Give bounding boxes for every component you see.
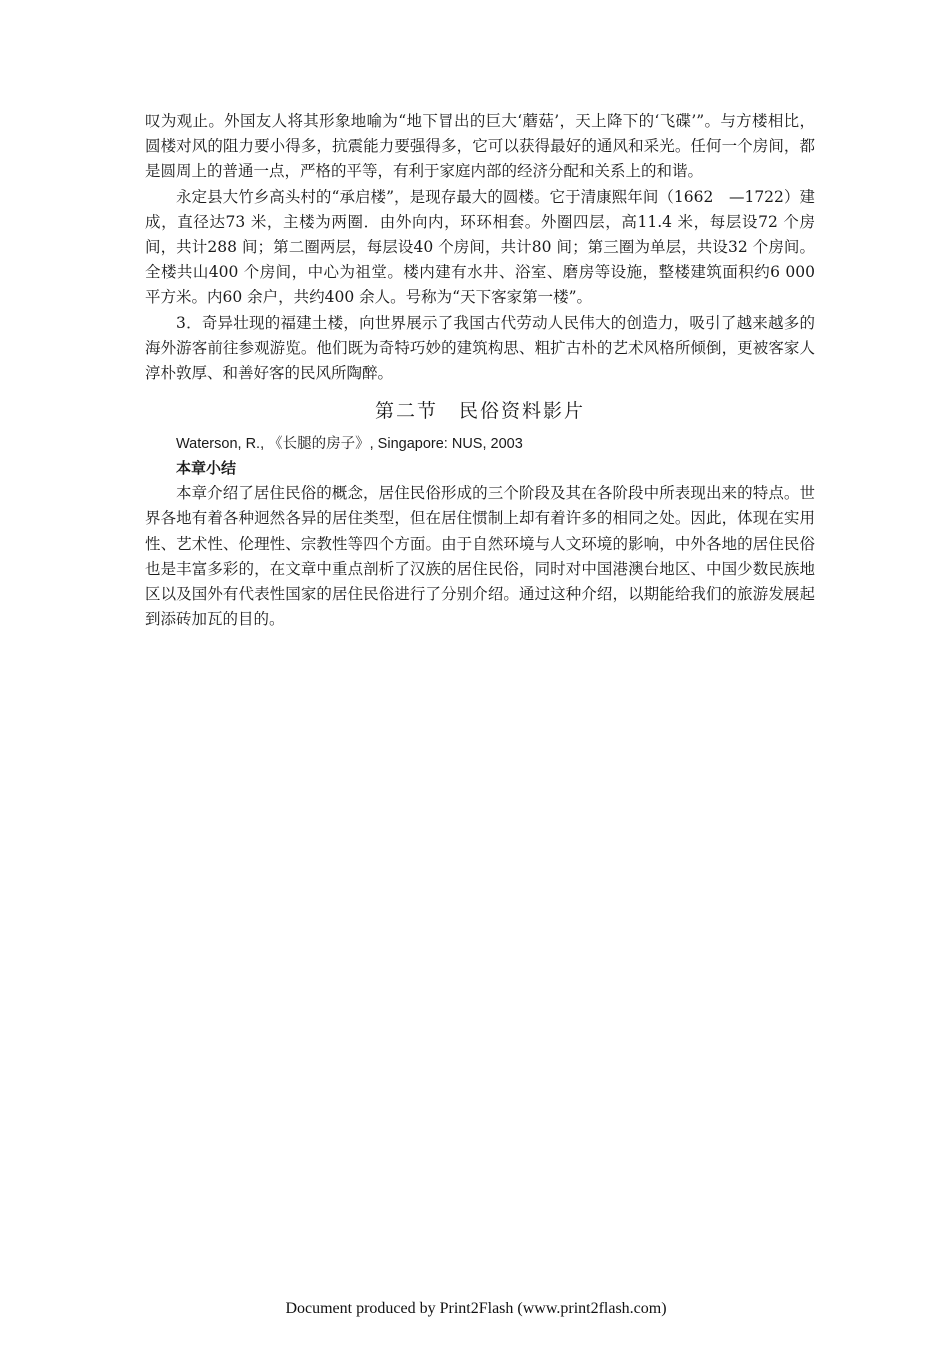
footer-credit: Document produced by Print2Flash (www.print2flash.com) [285, 1300, 667, 1317]
section-title: 第二节 民俗资料影片 [374, 400, 585, 423]
chapter-summary-text: 本章介绍了居住民俗的概念，居住民俗形成的三个阶段及其在各阶段中所表现出来的特点。世界各地有着各种迥然各异的居住类型，但在居住惯制上却有着许多的相同之处。因此，体现在实用性、艺术性、伦理性、宗教性等四个方面。由于自然环境与人文环境的影响，中外各地的居住民俗也是丰富多彩的，在文章中重点剖析了汉族的居住民俗，同时对中国港澳台地区、中国少数民族地区以及国外有代表性国家的居住民俗进行了分别介绍。通过这种介绍，以期能给我们的旅游发展起到添砖加瓦的目的。 [145, 484, 815, 629]
chapter-summary-heading: 本章小结 [176, 460, 237, 478]
document-body [145, 109, 815, 632]
paragraph-chengqi-building: 永定县大竹乡高头村的“承启楼”，是现存最大的圆楼。它于清康熙年间（1662 —1722）建成，直径达73 米，主楼为两圈．由外向内，环环相套。外圈四层，高11.4 米，每层设72 个房间，共计288 间；第二圈两层，每层设40 个房间，共计80 间；第三圈为单层，共设32 个房间。全楼共山400 个房间，中心为祖堂。楼内建有水井、浴室、磨房等设施，整楼建筑面积约6 000 平方米。内60 余户，共约400 余人。号称为“天下客家第一楼”。 [145, 187, 815, 307]
paragraph-fujian-tulou: 3．奇异壮现的福建土楼，向世界展示了我国古代劳动人民伟大的创造力，吸引了越来越多的海外游客前往参观游览。他们既为奇特巧妙的建筑构思、粗扩古朴的艺术风格所倾倒，更被客家人淳朴敦厚、和善好客的民风所陶醉。 [145, 313, 815, 383]
film-reference: Waterson, R., 《长腿的房子》, Singapore: NUS, 2003 [176, 436, 523, 453]
paragraph-round-building-advantages: 叹为观止。外国友人将其形象地喻为“地下冒出的巨大‘蘑菇’，天上降下的‘飞碟’”。与方楼相比，圆楼对风的阻力要小得多，抗震能力要强得多，它可以获得最好的通风和采光。任何一个房间，都是圆周上的普通一点，严格的平等，有利于家庭内部的经济分配和关系上的和谐。 [145, 112, 815, 181]
